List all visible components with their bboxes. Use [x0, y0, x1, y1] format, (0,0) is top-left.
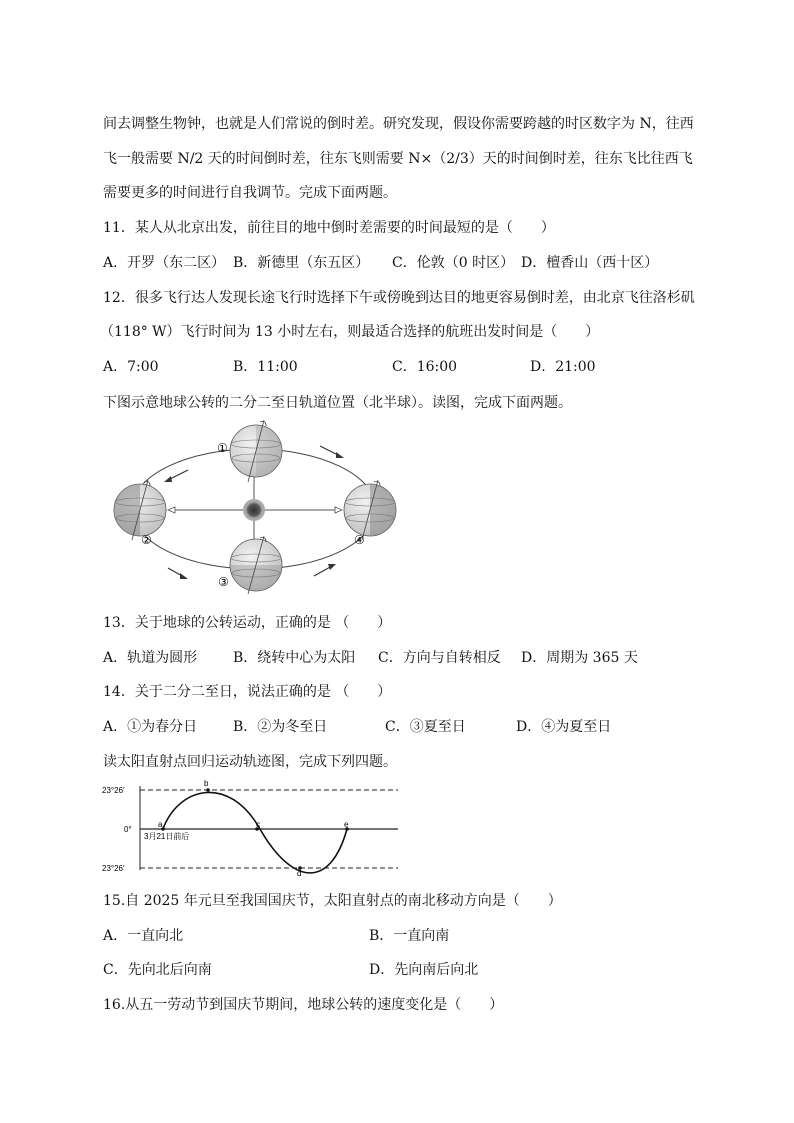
- earth-position-3-icon: [230, 536, 282, 594]
- question-15-stem: 15.自 2025 年元旦至我国国庆节，太阳直射点的南北移动方向是（ ）: [103, 893, 562, 909]
- q15-option-d: D．先向南后向北: [369, 962, 479, 978]
- q14-option-c: C．③夏至日: [385, 719, 466, 735]
- q12-option-b: B．11:00: [233, 359, 298, 375]
- q14-option-b: B．②为冬至日: [233, 719, 328, 735]
- q11-option-c: C．伦敦（0 时区）: [392, 255, 515, 271]
- point-label-b: b: [204, 779, 209, 788]
- q13-option-c: C．方向与自转相反: [378, 650, 501, 666]
- q14-option-a: A．①为春分日: [103, 719, 198, 735]
- orbit-label-3: ③: [218, 575, 229, 589]
- question-12-stem-line-2: （118° W）飞行时间为 13 小时左右，则最适合选择的航班出发时间是（ ）: [100, 324, 600, 340]
- point-label-a: a: [158, 820, 163, 829]
- arrow-right-tip: [335, 507, 342, 513]
- q12-option-c: C．16:00: [392, 359, 458, 375]
- q15-option-b: B．一直向南: [369, 928, 450, 944]
- q11-option-d: D．檀香山（西十区）: [521, 255, 659, 271]
- q11-option-a: A．开罗（东二区）: [103, 255, 226, 271]
- earth-position-1-icon: [230, 420, 282, 482]
- question-13-stem: 13．关于地球的公转运动，正确的是 （ ）: [103, 615, 392, 631]
- q11-option-b: B．新德里（东五区）: [233, 255, 370, 271]
- question-16-stem: 16.从五一劳动节到国庆节期间，地球公转的速度变化是（ ）: [103, 997, 504, 1013]
- subsolar-point-track-diagram: [100, 778, 405, 878]
- orbit-label-4: ④: [354, 533, 365, 547]
- orbit-label-2: ②: [141, 533, 152, 547]
- earth-position-4-icon: [344, 480, 396, 540]
- point-label-d: d: [297, 869, 302, 878]
- intro-line-2: 飞一般需要 N/2 天的时间倒时差，往东飞则需要 N×（2/3）天的时间倒时差，往东飞比往西飞: [103, 151, 693, 167]
- q15-option-a: A．一直向北: [103, 928, 184, 944]
- point-label-c: c: [256, 820, 260, 829]
- y-tick-bottom: 23°26′: [102, 864, 125, 873]
- track-intro-text: 读太阳直射点回归运动轨迹图，完成下列四题。: [103, 754, 397, 770]
- q15-option-c: C．先向北后向南: [103, 962, 212, 978]
- orbit-label-1: ①: [217, 441, 228, 455]
- y-tick-mid: 0°: [124, 825, 132, 834]
- q12-option-d: D．21:00: [530, 359, 596, 375]
- sine-track-curve: [163, 792, 347, 872]
- question-11-stem: 11．某人从北京出发，前往目的地中倒时差需要的时间最短的是（ ）: [103, 220, 555, 236]
- y-tick-top: 23°26′: [102, 786, 125, 795]
- orbit-intro-text: 下图示意地球公转的二分二至日轨道位置（北半球）。读图，完成下面两题。: [103, 395, 572, 411]
- q13-option-d: D．周期为 365 天: [521, 650, 638, 666]
- question-12-stem-line-1: 12．很多飞行达人发现长途飞行时选择下午或傍晚到达目的地更容易倒时差，由北京飞往洛杉矶: [103, 290, 695, 306]
- arrow-left-tip: [168, 507, 175, 513]
- q13-option-b: B．绕转中心为太阳: [233, 650, 356, 666]
- intro-line-3: 需要更多的时间进行自我调节。完成下面两题。: [103, 185, 397, 201]
- q14-option-d: D．④为夏至日: [516, 719, 612, 735]
- q12-option-a: A．7:00: [103, 359, 159, 375]
- date-label-march-21: 3月21日前后: [144, 832, 190, 841]
- q13-option-a: A．轨道为圆形: [103, 650, 198, 666]
- earth-position-2-icon: [114, 480, 166, 540]
- intro-line-1: 间去调整生物钟，也就是人们常说的倒时差。研究发现，假设你需要跨越的时区数字为 N，往西: [103, 116, 694, 132]
- question-14-stem: 14．关于二分二至日，说法正确的是 （ ）: [103, 684, 392, 700]
- point-label-e: e: [344, 820, 349, 829]
- earth-orbit-diagram: [108, 418, 408, 594]
